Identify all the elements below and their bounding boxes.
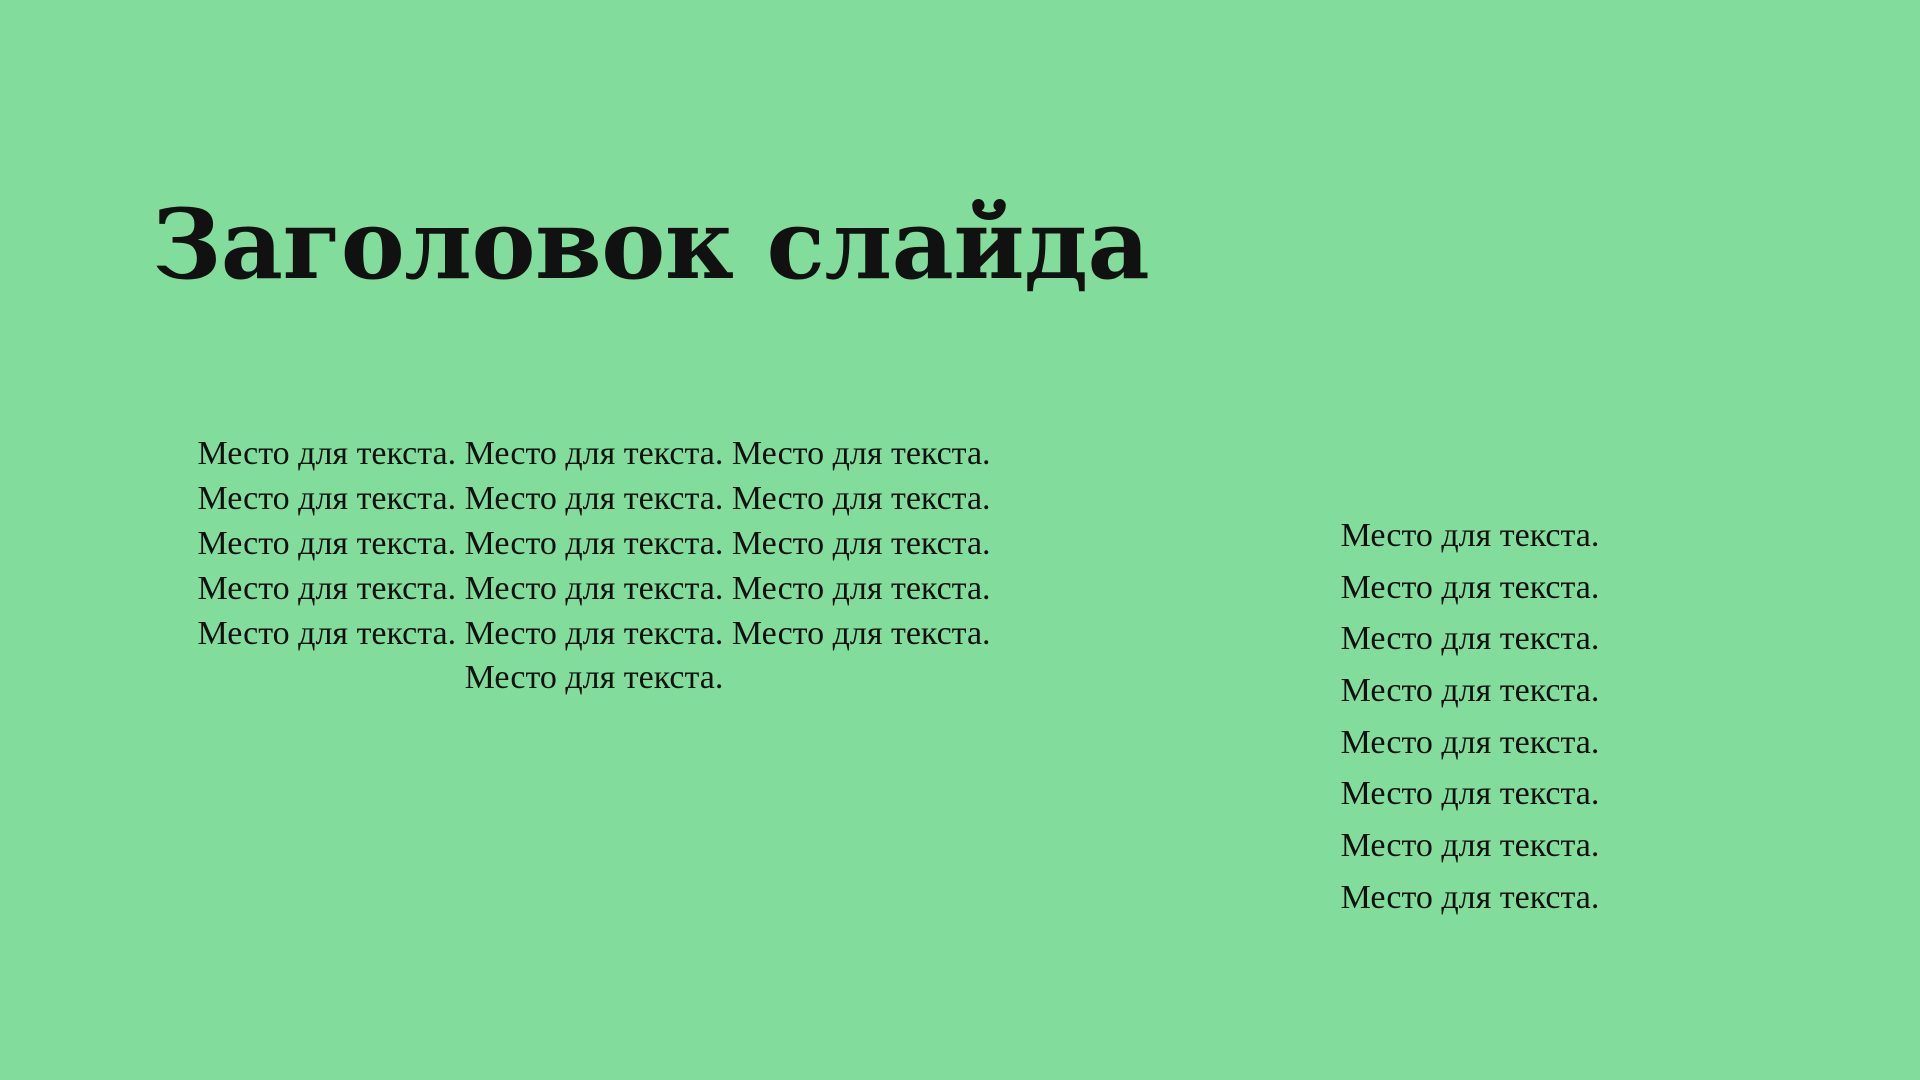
right-text-line: Место для текста. [1340,672,1600,710]
page-title: Заголовок слайда [152,188,1150,302]
right-text-line: Место для текста. [1340,620,1600,658]
left-text-line: Место для текста. [464,659,724,697]
right-text-line: Место для текста. [1340,827,1600,865]
right-text-line: Место для текста. [1340,775,1600,813]
right-text-line: Место для текста. [1340,723,1600,761]
right-text-block[interactable] [1285,510,1655,923]
right-text-line: Место для текста. [1340,878,1600,916]
right-text-line: Место для текста. [1340,568,1600,606]
left-text-line: Место для текста. Место для текста. Место для текста. [197,479,991,517]
right-text-line: Место для текста. [1340,517,1600,554]
left-text-line: Место для текста. Место для текста. Место для текста. [197,614,991,652]
left-text-block[interactable] [104,432,1084,701]
left-text-line: Место для текста. Место для текста. Место для текста. [197,524,991,562]
left-text-line: Место для текста. Место для текста. Место для текста. [197,435,991,472]
left-text-line: Место для текста. Место для текста. Место для текста. [197,569,991,607]
